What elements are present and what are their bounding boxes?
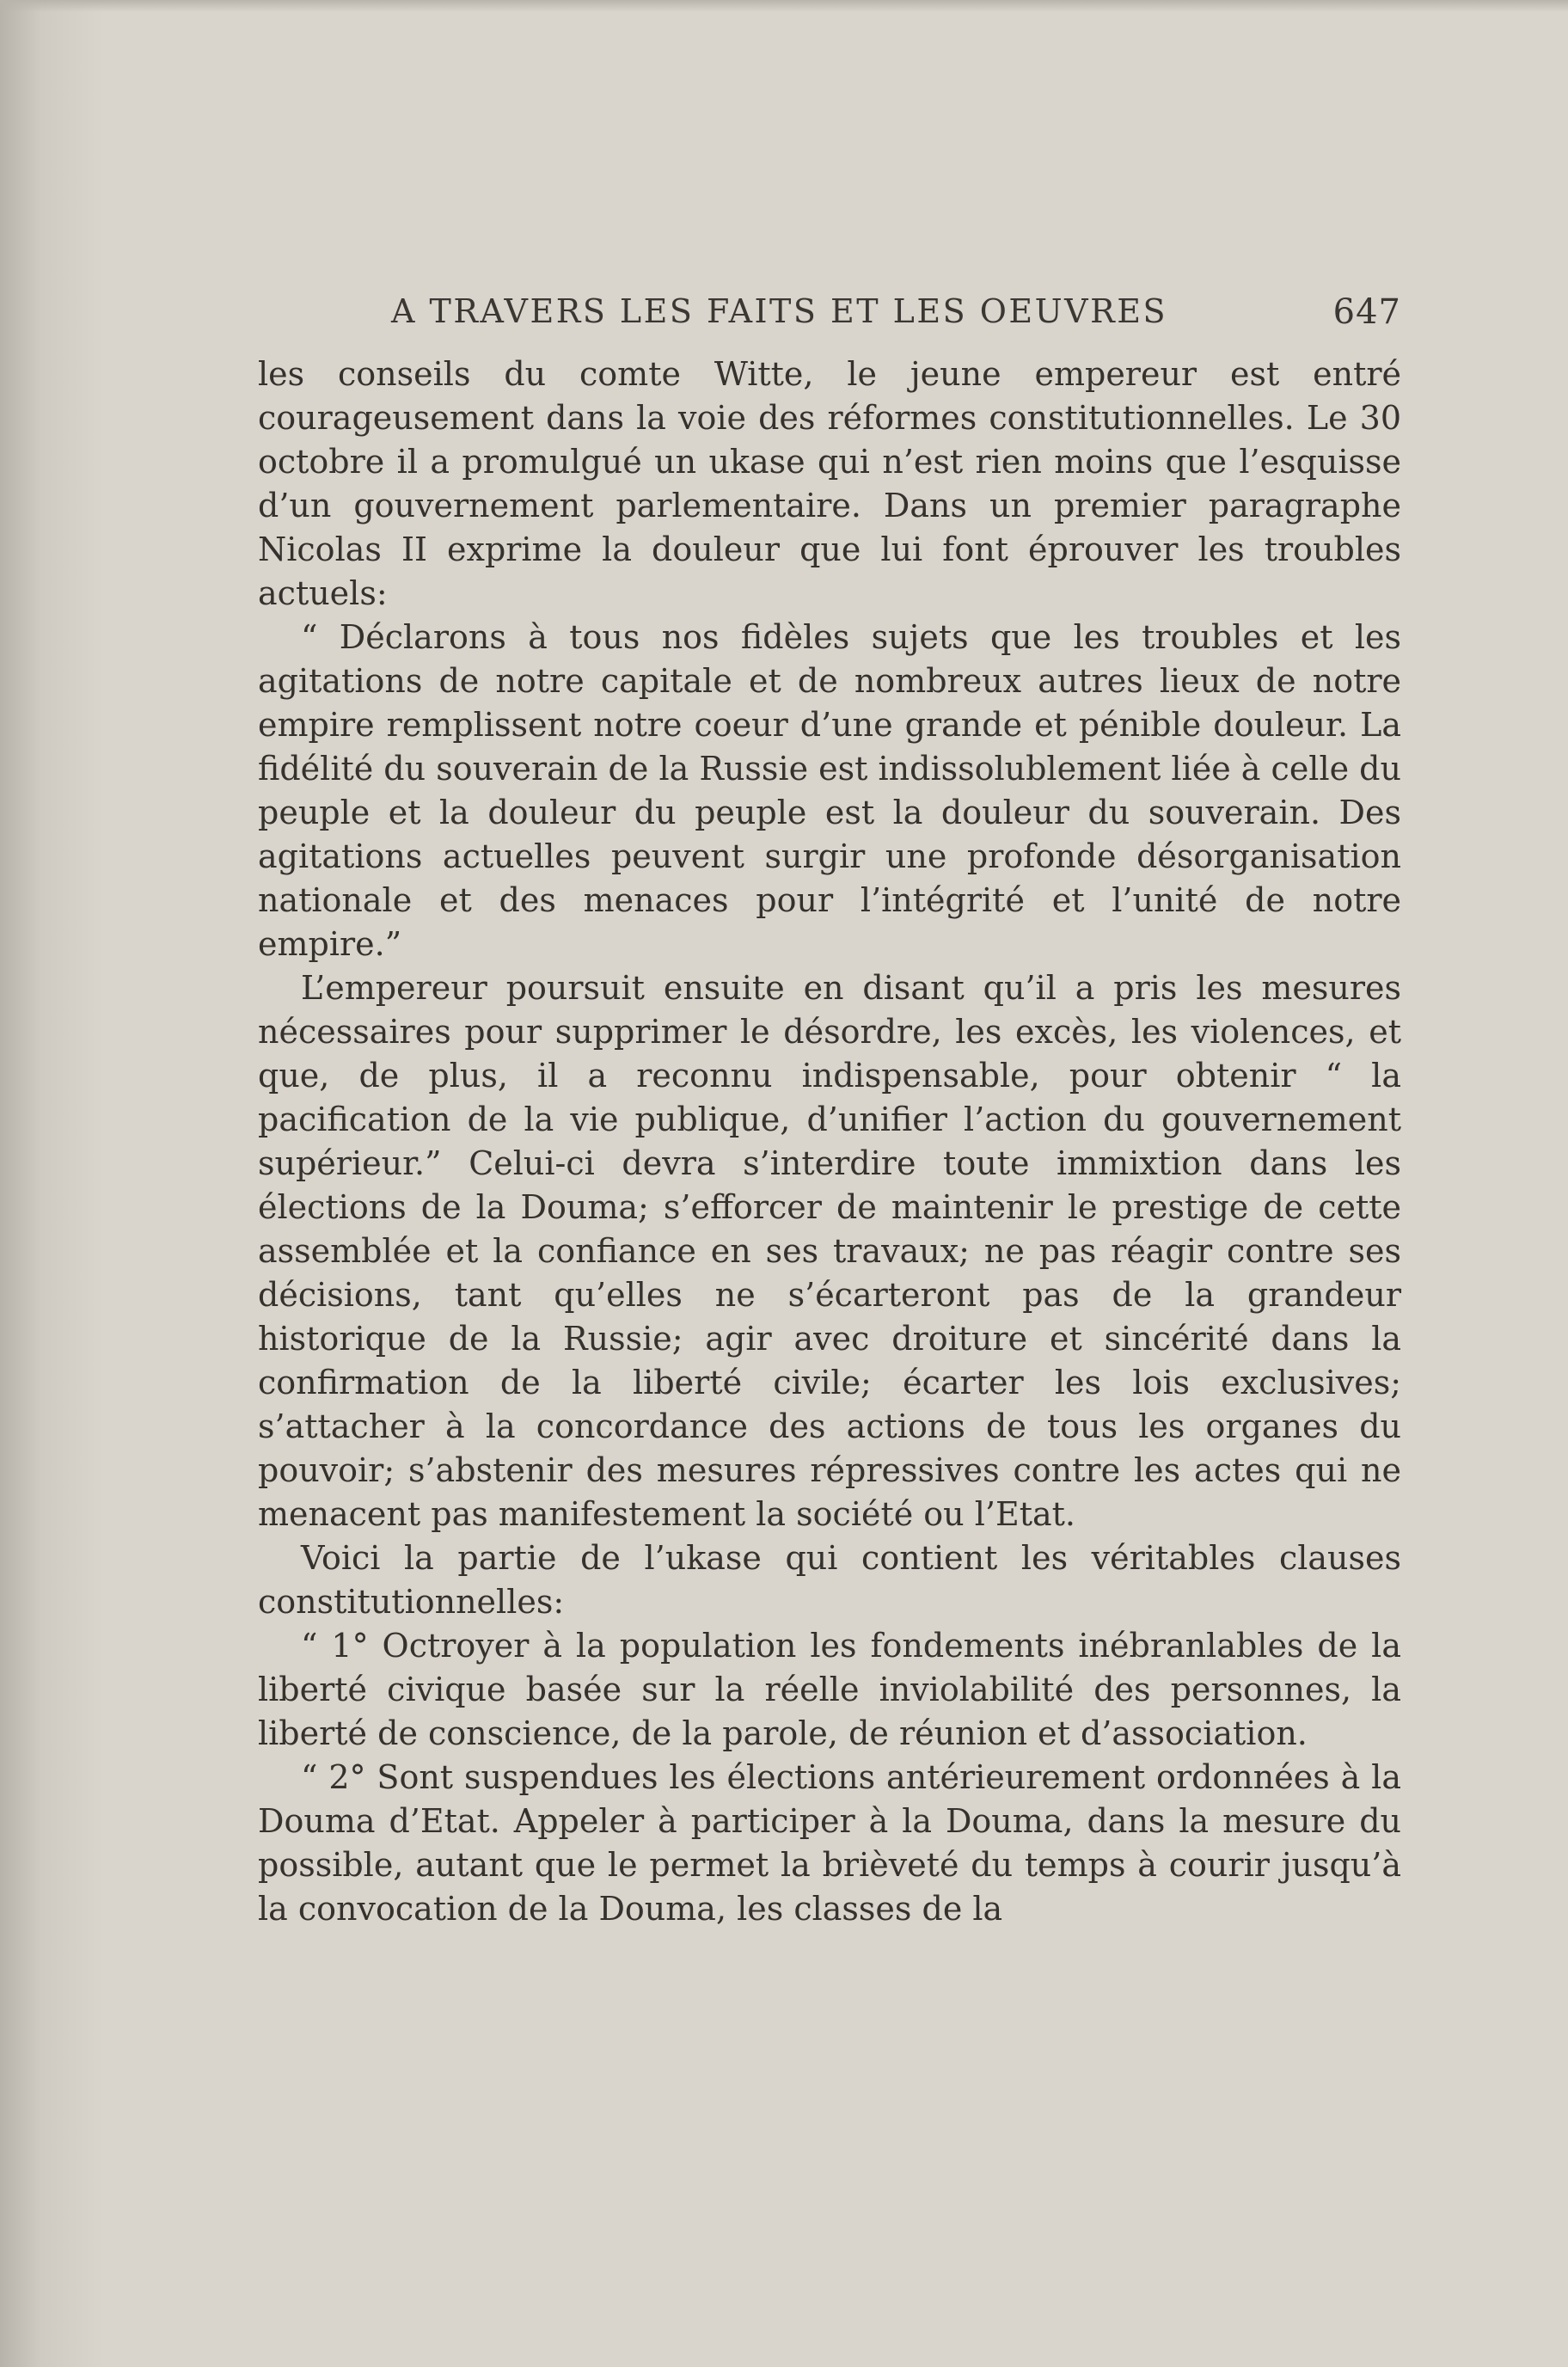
quote-paragraph: “ 1° Octroyer à la population les fondements inébranlables de la liberté civique basée sur la réelle inviolabilité des personnes, la liberté de conscience, de la parole, de réunion et d’association. (258, 1627, 1401, 1752)
running-head (258, 292, 1401, 353)
scan-shadow (0, 0, 103, 2367)
paragraph: les conseils du comte Witte, le jeune empereur est entré courageusement dans la voie des réformes constitutionnelles. Le 30 octobre il a promulgué un ukase qui n’est rien moins que l’esquisse d’un gouvernement parlementaire. Dans un premier paragraphe Nicolas II exprime la douleur que lui font éprouver les troubles actuels: (258, 355, 1401, 612)
running-title: A TRAVERS LES FAITS ET LES OEUVRES (391, 292, 1167, 330)
quote-paragraph: “ Déclarons à tous nos fidèles sujets que les troubles et les agitations de notre capitale et de nombreux autres lieux de notre empire remplissent notre coeur d’une grande et pénible douleur. La fidélité du souverain de la Russie est indissolublement liée à celle du peuple et la douleur du peuple est la douleur du souverain. Des agitations actuelles peuvent surgir une profonde désorganisation nationale et des menaces pour l’intégrité et l’unité de notre empire.” (258, 618, 1401, 963)
quote-paragraph: “ 2° Sont suspendues les élections antérieurement ordonnées à la Douma d’Etat. Appeler à participer à la Douma, dans la mesure du possible, autant que le permet la brièveté du temps à courir jusqu’à la convocation de la Douma, les classes de la (258, 1758, 1401, 1928)
page-number: 647 (1332, 292, 1401, 332)
paragraph: Voici la partie de l’ukase qui contient les véritables clauses constitutionnelles: (258, 1539, 1401, 1621)
scan-edge (0, 0, 1568, 12)
body-text (258, 353, 1401, 1931)
book-page (258, 292, 1401, 1931)
paragraph: L’empereur poursuit ensuite en disant qu’il a pris les mesures nécessaires pour supprimer le désordre, les excès, les violences, et que, de plus, il a reconnu indispensable, pour obtenir “ la pacification de la vie publique, d’unifier l’action du gouvernement supérieur.” Celui-ci devra s’interdire toute immixtion dans les élections de la Douma; s’efforcer de maintenir le prestige de cette assemblée et la confiance en ses travaux; ne pas réagir contre ses décisions, tant qu’elles ne s’écarteront pas de la grandeur historique de la Russie; agir avec droiture et sincérité dans la confirmation de la liberté civile; écarter les lois exclusives; s’attacher à la concordance des actions de tous les organes du pouvoir; s’abstenir des mesures répressives contre les actes qui ne menacent pas manifestement la société ou l’Etat. (258, 969, 1401, 1533)
